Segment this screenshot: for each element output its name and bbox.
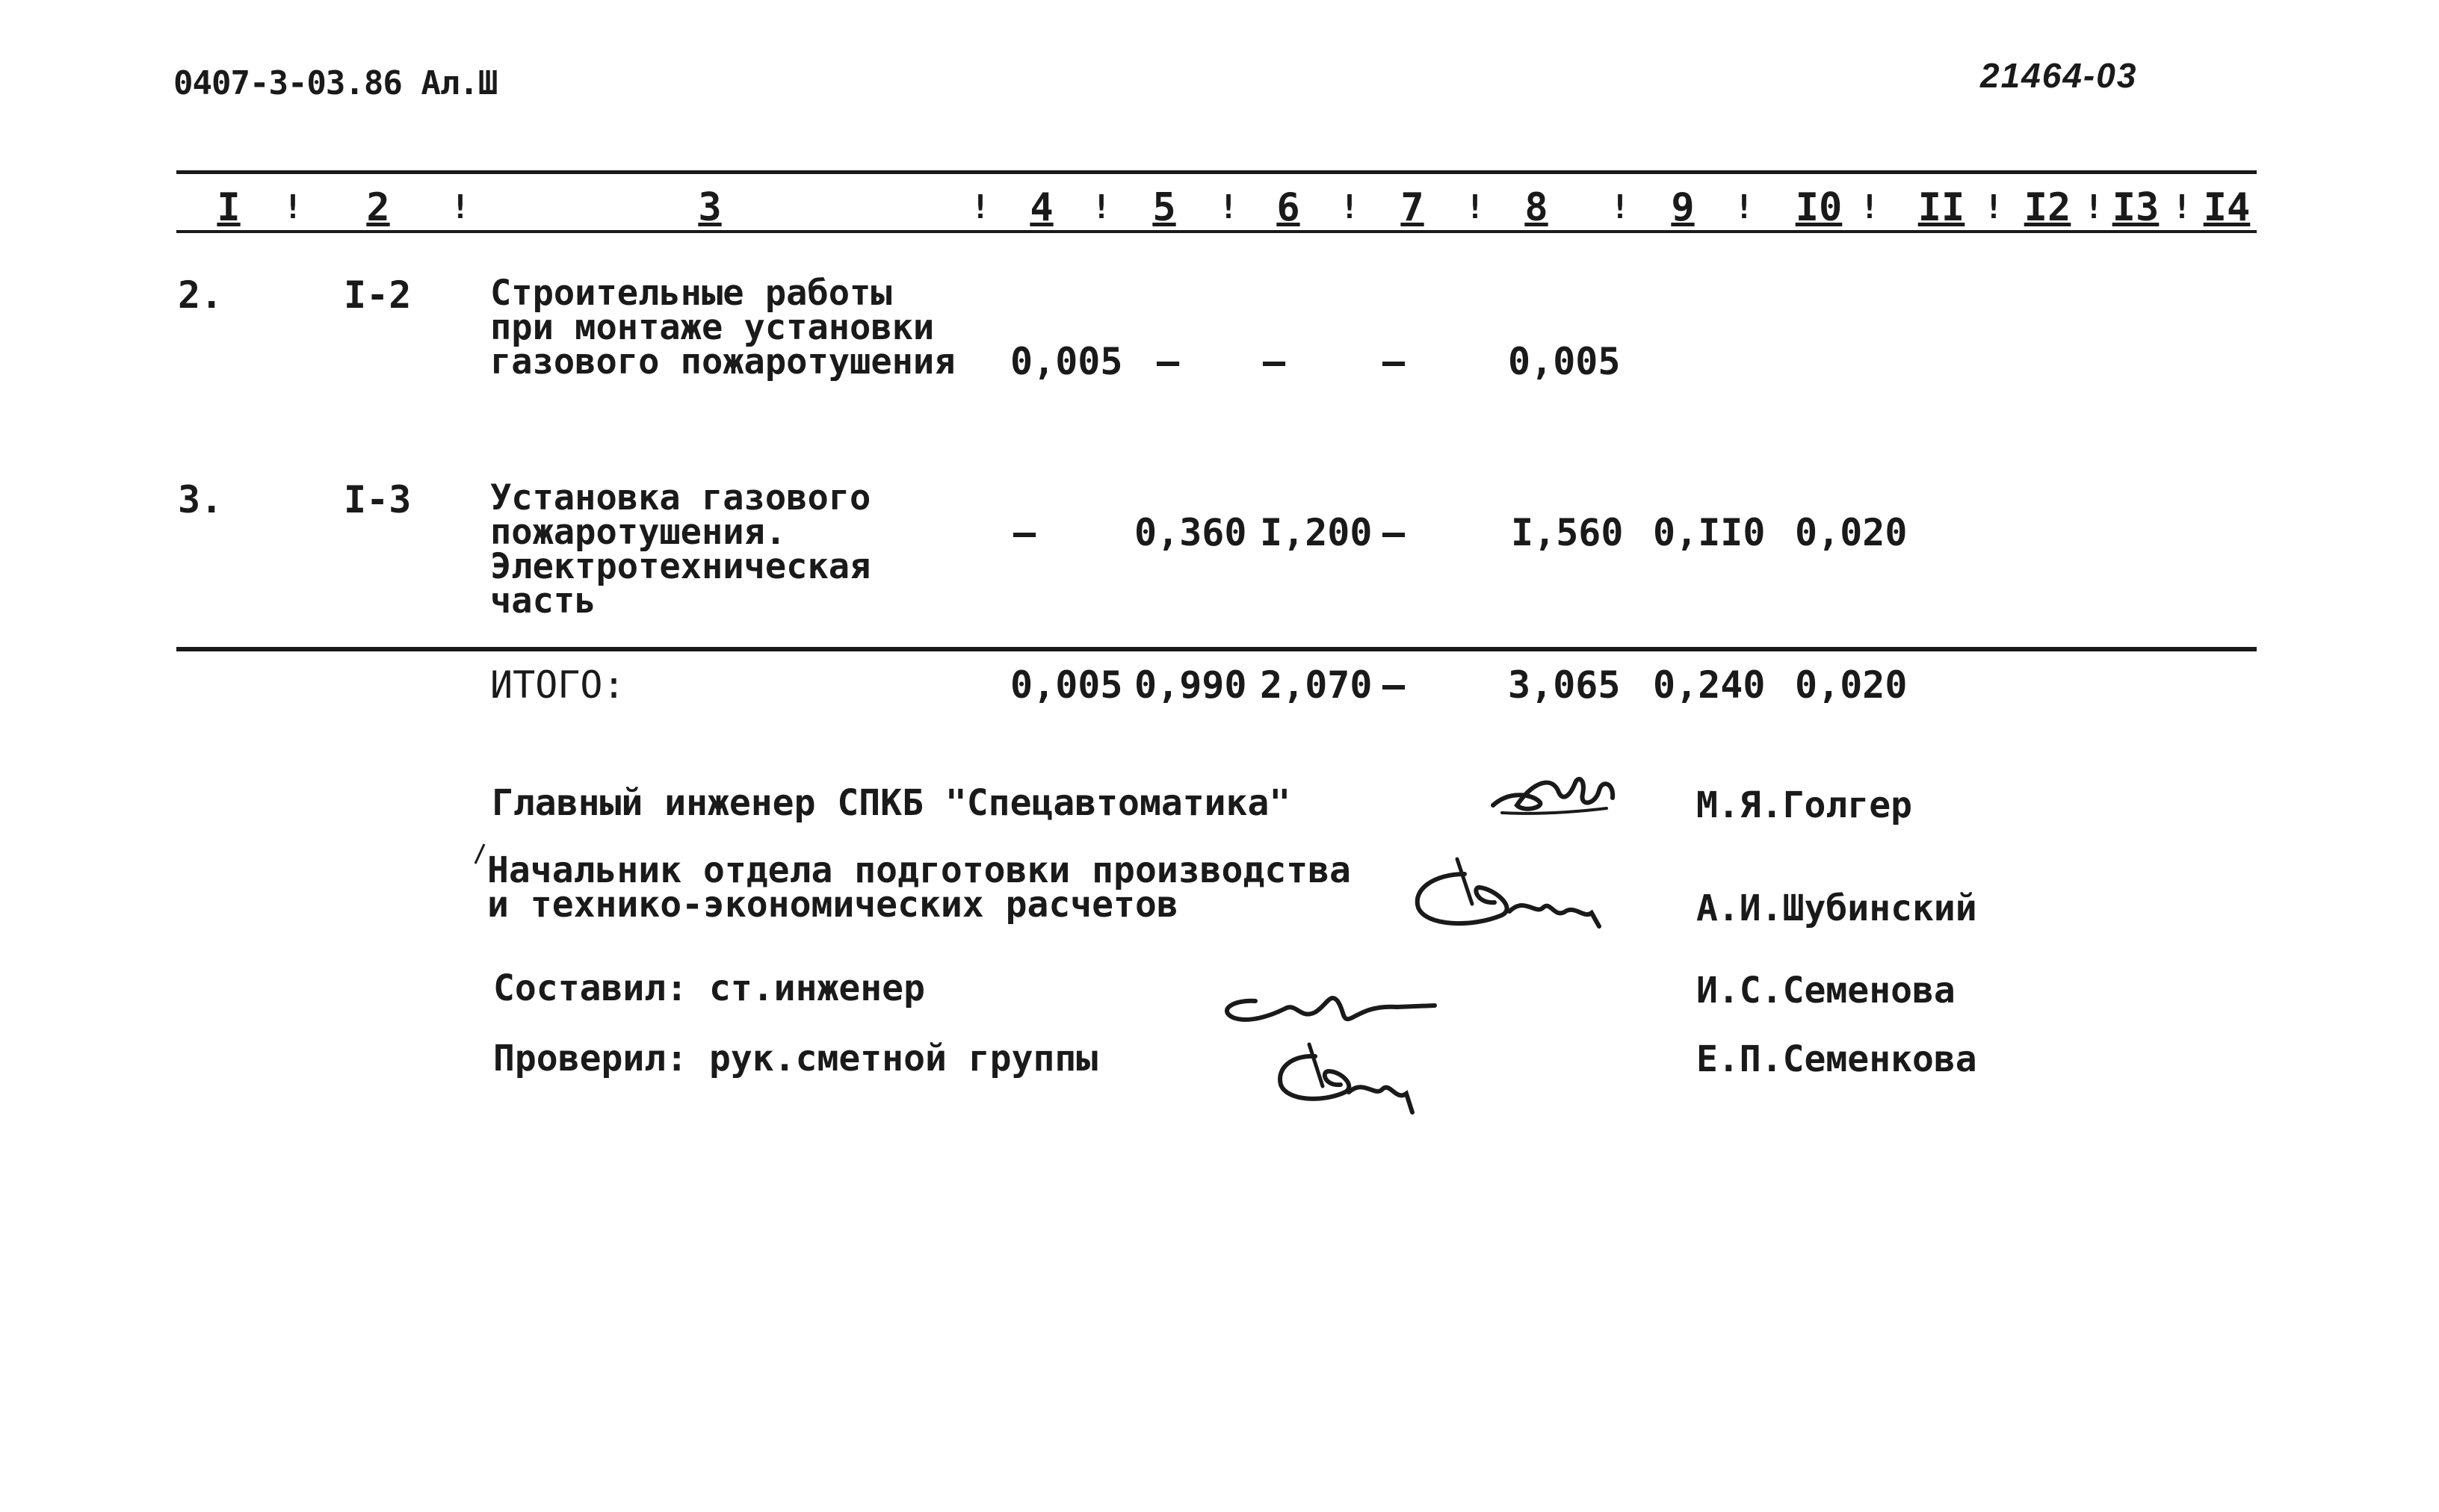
description-line: Электротехническая xyxy=(490,546,871,587)
column-separator: ! xyxy=(282,188,303,226)
total-col4: 0,005 xyxy=(1010,663,1123,707)
column-separator: ! xyxy=(1091,188,1112,226)
column-separator: ! xyxy=(970,188,991,226)
row-code: I-2 xyxy=(344,273,412,317)
cell-col7: – xyxy=(1382,511,1406,554)
signer-name: И.С.Семенова xyxy=(1696,970,1956,1011)
total-col8: 3,065 xyxy=(1508,663,1621,707)
column-number: I0 xyxy=(1795,185,1843,230)
row-number: 3. xyxy=(178,478,223,521)
description-line: при монтаже установки xyxy=(490,307,935,348)
handwritten-signature xyxy=(1487,760,1629,835)
signature-title-line: Главный инженер СПКБ "Спецавтоматика" xyxy=(492,782,1291,824)
cell-col8: 0,005 xyxy=(1508,340,1621,383)
signature-title xyxy=(492,782,1291,824)
column-separator: ! xyxy=(2083,188,2104,226)
row-description xyxy=(490,477,871,622)
cell-col4: 0,005 xyxy=(1010,340,1123,383)
header-bottom-rule xyxy=(176,230,2257,233)
handwritten-signature xyxy=(1405,844,1622,949)
signature-title-line: Проверил: рук.сметной группы xyxy=(493,1038,1098,1079)
column-number: 7 xyxy=(1400,185,1424,230)
handwritten-signature xyxy=(1263,1034,1435,1124)
column-separator: ! xyxy=(450,188,471,226)
row-description xyxy=(490,273,956,382)
total-col6: 2,070 xyxy=(1260,663,1373,707)
description-line: Строительные работы xyxy=(490,273,892,314)
column-number: 9 xyxy=(1671,185,1695,230)
column-number: 3 xyxy=(698,185,722,230)
handwritten-signature xyxy=(1211,979,1442,1038)
description-line: часть xyxy=(490,580,596,622)
column-number: I4 xyxy=(2203,185,2251,230)
column-number: I2 xyxy=(2024,185,2071,230)
table-top-rule xyxy=(176,170,2257,174)
signer-name: М.Я.Голгер xyxy=(1696,784,1912,826)
cell-col5: 0,360 xyxy=(1134,511,1247,554)
signer-name: А.И.Шубинский xyxy=(1696,887,1977,929)
cell-col8: I,560 xyxy=(1511,511,1624,554)
column-number: 6 xyxy=(1276,185,1300,230)
signature-title xyxy=(487,849,1351,926)
column-number: 5 xyxy=(1152,185,1176,230)
sheet-number: 21464-03 xyxy=(1980,56,2138,95)
total-col9: 0,240 xyxy=(1653,663,1766,707)
column-number: I xyxy=(217,185,241,230)
signature-title-line: и технико-экономических расчетов xyxy=(487,884,1178,926)
total-col10: 0,020 xyxy=(1795,663,1908,707)
column-separator: ! xyxy=(1465,188,1486,226)
cell-col4: – xyxy=(1013,511,1036,554)
cell-col9: 0,II0 xyxy=(1653,511,1766,554)
signature-title-line: Начальник отдела подготовки производства xyxy=(487,849,1351,891)
row-number: 2. xyxy=(178,273,223,317)
cell-col10: 0,020 xyxy=(1795,511,1908,554)
document-code: 0407-3-03.86 Ал.Ш xyxy=(173,64,498,102)
tick-mark xyxy=(472,843,487,865)
column-separator: ! xyxy=(1983,188,2004,226)
column-number: II xyxy=(1917,185,1965,230)
column-separator: ! xyxy=(1610,188,1630,226)
signature-title xyxy=(493,967,925,1009)
column-separator: ! xyxy=(1339,188,1360,226)
column-number: I3 xyxy=(2112,185,2160,230)
cell-col6: I,200 xyxy=(1260,511,1373,554)
cell-col5: – xyxy=(1157,340,1180,383)
column-separator: ! xyxy=(1859,188,1880,226)
description-line: пожаротушения. xyxy=(490,512,787,553)
column-number: 4 xyxy=(1030,185,1054,230)
cell-col7: – xyxy=(1382,340,1406,383)
description-line: газового пожаротушения xyxy=(490,341,956,382)
total-col7: – xyxy=(1382,663,1406,707)
column-separator: ! xyxy=(1734,188,1755,226)
total-rule xyxy=(176,647,2257,651)
column-number: 2 xyxy=(366,185,390,230)
total-col5: 0,990 xyxy=(1134,663,1247,707)
column-number: 8 xyxy=(1524,185,1548,230)
signer-name: Е.П.Семенкова xyxy=(1696,1038,1977,1080)
total-label: ИТОГО: xyxy=(490,663,625,707)
row-code: I-3 xyxy=(344,478,412,521)
description-line: Установка газового xyxy=(490,477,871,518)
column-separator: ! xyxy=(2171,188,2192,226)
cell-col6: – xyxy=(1263,340,1286,383)
column-separator: ! xyxy=(1218,188,1239,226)
signature-title-line: Составил: ст.инженер xyxy=(493,967,925,1009)
signature-title xyxy=(493,1038,1098,1079)
